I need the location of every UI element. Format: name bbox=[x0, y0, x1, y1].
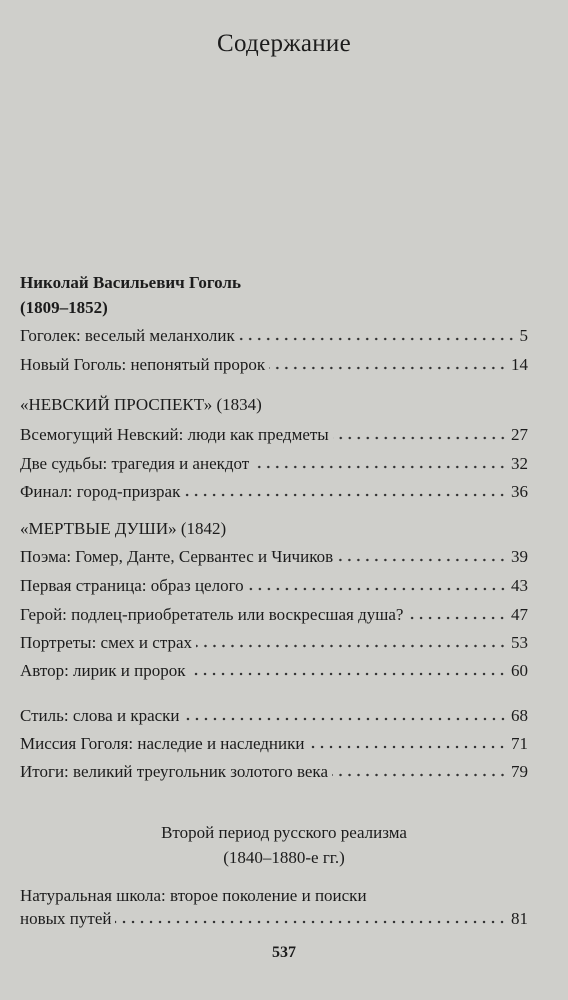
toc-entry[interactable] bbox=[20, 325, 528, 347]
toc-entry[interactable] bbox=[20, 761, 528, 783]
entry-title: Всемогущий Невский: люди как предметы bbox=[20, 425, 329, 444]
toc-entry[interactable] bbox=[20, 453, 528, 475]
leader-dots bbox=[196, 643, 507, 649]
leader-dots bbox=[407, 615, 507, 621]
toc-entry[interactable] bbox=[20, 424, 528, 446]
entry-title-line1[interactable]: Натуральная школа: второе поколение и поиски bbox=[20, 886, 367, 905]
toc-entry[interactable] bbox=[20, 481, 528, 503]
toc-entry[interactable] bbox=[20, 705, 528, 727]
entry-title: Поэма: Гомер, Данте, Сервантес и Чичиков bbox=[20, 547, 334, 566]
author-name: Николай Васильевич Гоголь bbox=[20, 273, 241, 292]
entry-title: Новый Гоголь: непонятый пророк bbox=[20, 355, 266, 374]
entry-page: 68 bbox=[511, 706, 528, 725]
leader-dots bbox=[239, 336, 516, 342]
leader-dots bbox=[333, 435, 507, 441]
leader-dots bbox=[308, 744, 507, 750]
entry-page: 60 bbox=[511, 661, 528, 680]
leader-dots bbox=[115, 919, 507, 925]
period-title: Второй период русского реализма bbox=[161, 823, 407, 842]
leader-dots bbox=[189, 671, 507, 677]
entry-page: 81 bbox=[511, 909, 528, 928]
toc-entry[interactable] bbox=[20, 575, 528, 597]
entry-title: Автор: лирик и пророк bbox=[20, 661, 186, 680]
toc-entry[interactable] bbox=[20, 354, 528, 376]
entry-page: 27 bbox=[511, 425, 528, 444]
toc-entry[interactable] bbox=[20, 546, 528, 568]
period-years: (1840–1880-е гг.) bbox=[223, 848, 345, 867]
entry-title: Первая страница: образ целого bbox=[20, 576, 244, 595]
leader-dots bbox=[248, 586, 507, 592]
entry-title: Герой: подлец-приобретатель или воскресшая душа? bbox=[20, 605, 404, 624]
entry-title: Финал: город-призрак bbox=[20, 482, 181, 501]
toc-entry[interactable] bbox=[20, 660, 528, 682]
author-years: (1809–1852) bbox=[20, 298, 108, 317]
entry-page: 43 bbox=[511, 576, 528, 595]
entry-page: 47 bbox=[511, 605, 528, 624]
entry-title: Портреты: смех и страх bbox=[20, 633, 193, 652]
page-title: Содержание bbox=[217, 30, 351, 57]
leader-dots bbox=[184, 716, 507, 722]
entry-page: 39 bbox=[511, 547, 528, 566]
toc-entry[interactable] bbox=[20, 604, 528, 626]
entry-page: 53 bbox=[511, 633, 528, 652]
leader-dots bbox=[184, 492, 507, 498]
entry-page: 79 bbox=[511, 762, 528, 781]
section-heading: «НЕВСКИЙ ПРОСПЕКТ» (1834) bbox=[20, 395, 262, 414]
entry-page: 5 bbox=[519, 326, 528, 345]
page-number: 537 bbox=[272, 944, 296, 961]
leader-dots bbox=[269, 365, 507, 371]
entry-title: Миссия Гоголя: наследие и наследники bbox=[20, 734, 305, 753]
entry-page: 71 bbox=[511, 734, 528, 753]
entry-page: 14 bbox=[511, 355, 528, 374]
toc-entry[interactable] bbox=[20, 908, 528, 930]
section-heading: «МЕРТВЫЕ ДУШИ» (1842) bbox=[20, 519, 227, 538]
entry-title-line2: новых путей bbox=[20, 909, 112, 928]
entry-page: 32 bbox=[511, 454, 528, 473]
entry-title: Гоголек: веселый меланхолик bbox=[20, 326, 235, 345]
entry-title: Итоги: великий треугольник золотого века bbox=[20, 762, 328, 781]
leader-dots bbox=[253, 464, 507, 470]
entry-title: Две судьбы: трагедия и анекдот bbox=[20, 454, 250, 473]
entry-title: Стиль: слова и краски bbox=[20, 706, 180, 725]
entry-page: 36 bbox=[511, 482, 528, 501]
toc-entry[interactable] bbox=[20, 733, 528, 755]
toc-entry[interactable] bbox=[20, 632, 528, 654]
leader-dots bbox=[337, 557, 507, 563]
leader-dots bbox=[332, 772, 507, 778]
